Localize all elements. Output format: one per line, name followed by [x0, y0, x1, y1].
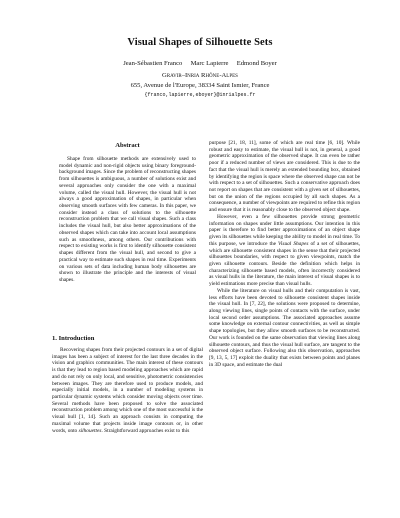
- affiliation-address: 655, Avenue de l'Europe, 38334 Saint Ismier, France: [130, 81, 270, 89]
- right-paragraph-2-text-a: However, even a few silhouettes provide strong geometric information on shapes under little assumptions. Our intention in this paper is therefore to find better approximations of an object shape given its silhouettes while keeping the ability to model in real time. To this purpose, we introduce the: [209, 213, 360, 247]
- right-column: [209, 140, 360, 368]
- right-paragraph-2: [209, 214, 360, 288]
- author-emails: {franco,lapierre,eboyer}@inrialpes.fr: [144, 92, 256, 98]
- introduction-body: [52, 347, 203, 434]
- section-heading-introduction: 1. Introduction: [52, 335, 95, 342]
- right-paragraph-2-emphasis: Visual Shapes: [278, 240, 309, 247]
- introduction-text-b: . Straightforward approaches exist to this: [101, 427, 190, 434]
- author-list: Jean-Sébastien Franco Marc Lapierre Edmond Boyer: [123, 60, 277, 67]
- right-paragraph-3: While the literature on visual hulls and their computation is vast, less efforts have been devoted to silhouette consistent shapes inside the visual hull. In [7, 22], the solutions were proposed to determine, along viewing lines, single points of contacts with the surface, under local second order assumptions. The associated approaches assume some knowledge on external contour connectivities, as well as simple shape topologies, but they allow smooth surfaces to be reconstructed. Our work is founded on the same observation that viewing lines along silhouette contours, and thus the visual hull surface, are tangent to the observed object surface. Following also this observation, approaches [9, 13, 5, 17] exploit the duality that exists between points and planes in 3D space, and estimate the dual: [209, 287, 360, 368]
- affiliation: [0, 71, 400, 90]
- abstract-heading: Abstract: [115, 142, 140, 149]
- introduction-text-a: Recovering shapes from their projected contours in a set of digital images has been a subject of interest for the last three decades in the vision and graphics communities. The main interest of these contours is that they lead to region based modeling approaches which are rapid and do not rely on only local, and sensitive, photometric consistencies between images. They are therefore used to produce models, and especially initial models, in a number of modeling systems in particular dynamic systems which consider moving objects over time. Several methods have been proposed to solve the associated reconstruction problem among which one of the most successful is the visual hull [1, 14]. Such an approach consists in computing the maximal volume that projects inside image contours or, in other words, onto: [52, 347, 203, 434]
- right-paragraph-1: purpose [21, 18, 11], some of which are real time [6, 10]. While robust and easy to estimate, the visual hull is not, in general, a good geometric approximation of the observed shape. It can even be rather poor if a reduced number of views are considered. This is due to the fact that the visual hull is merely an extended bounding box, obtained by identifying the region is space where the observed shape can not be with respect to a set of silhouettes. Such a conservative approach does not report on shapes that are consistent with a given set of silhouettes, but on the union of the regions occupied by all such shapes. As a consequence, a number of viewpoints are required to refine this region and ensure that it is reasonably close to the observed object shape.: [209, 140, 360, 214]
- abstract-body: [59, 156, 196, 284]
- affiliation-lab: Gravir–Inria Rhône-Alpes: [162, 72, 238, 79]
- right-paragraph-2-text-b: of a set of silhouettes, which are silhouette consistent shapes in the sense that their projected silhouettes boundaries, with respect to given viewpoints, match the given silhouette contours. Beside the definition which helps in characterizing silhouette based models, often incorrectly considered as visual hulls in the literature, the main interest of visual shapes is to yield estimations more precise than visual hulls.: [209, 240, 360, 288]
- paper-title: Visual Shapes of Silhouette Sets: [127, 37, 273, 48]
- introduction-paragraph: [52, 347, 203, 434]
- introduction-emphasis: silhouettes: [78, 427, 102, 434]
- abstract-text: Shape from silhouette methods are extensively used to model dynamic and non-rigid objects using binary foreground-background images. Since the problem of reconstructing shapes from silhouettes is ambiguous, a number of solutions exist and several approaches only consider the one with a maximal volume, called the visual hull. However, the visual hull is not always a good approximation of shapes, in particular when observing smooth surfaces with few cameras. In this paper, we consider instead a class of solutions to the silhouette reconstruction problem that we call visual shapes. Such a class includes the visual hull, but also better approximations of the observed shapes which can take into account local assumptions such as smoothness, among others. Our contributions with respect to existing works is first to identify silhouette consistent shapes different from the visual hull, and second to give a practical way to estimate such shapes in real time. Experiments on various sets of data including human body silhouettes are shown to illustrate the principle and the interests of visual shapes.: [59, 156, 196, 283]
